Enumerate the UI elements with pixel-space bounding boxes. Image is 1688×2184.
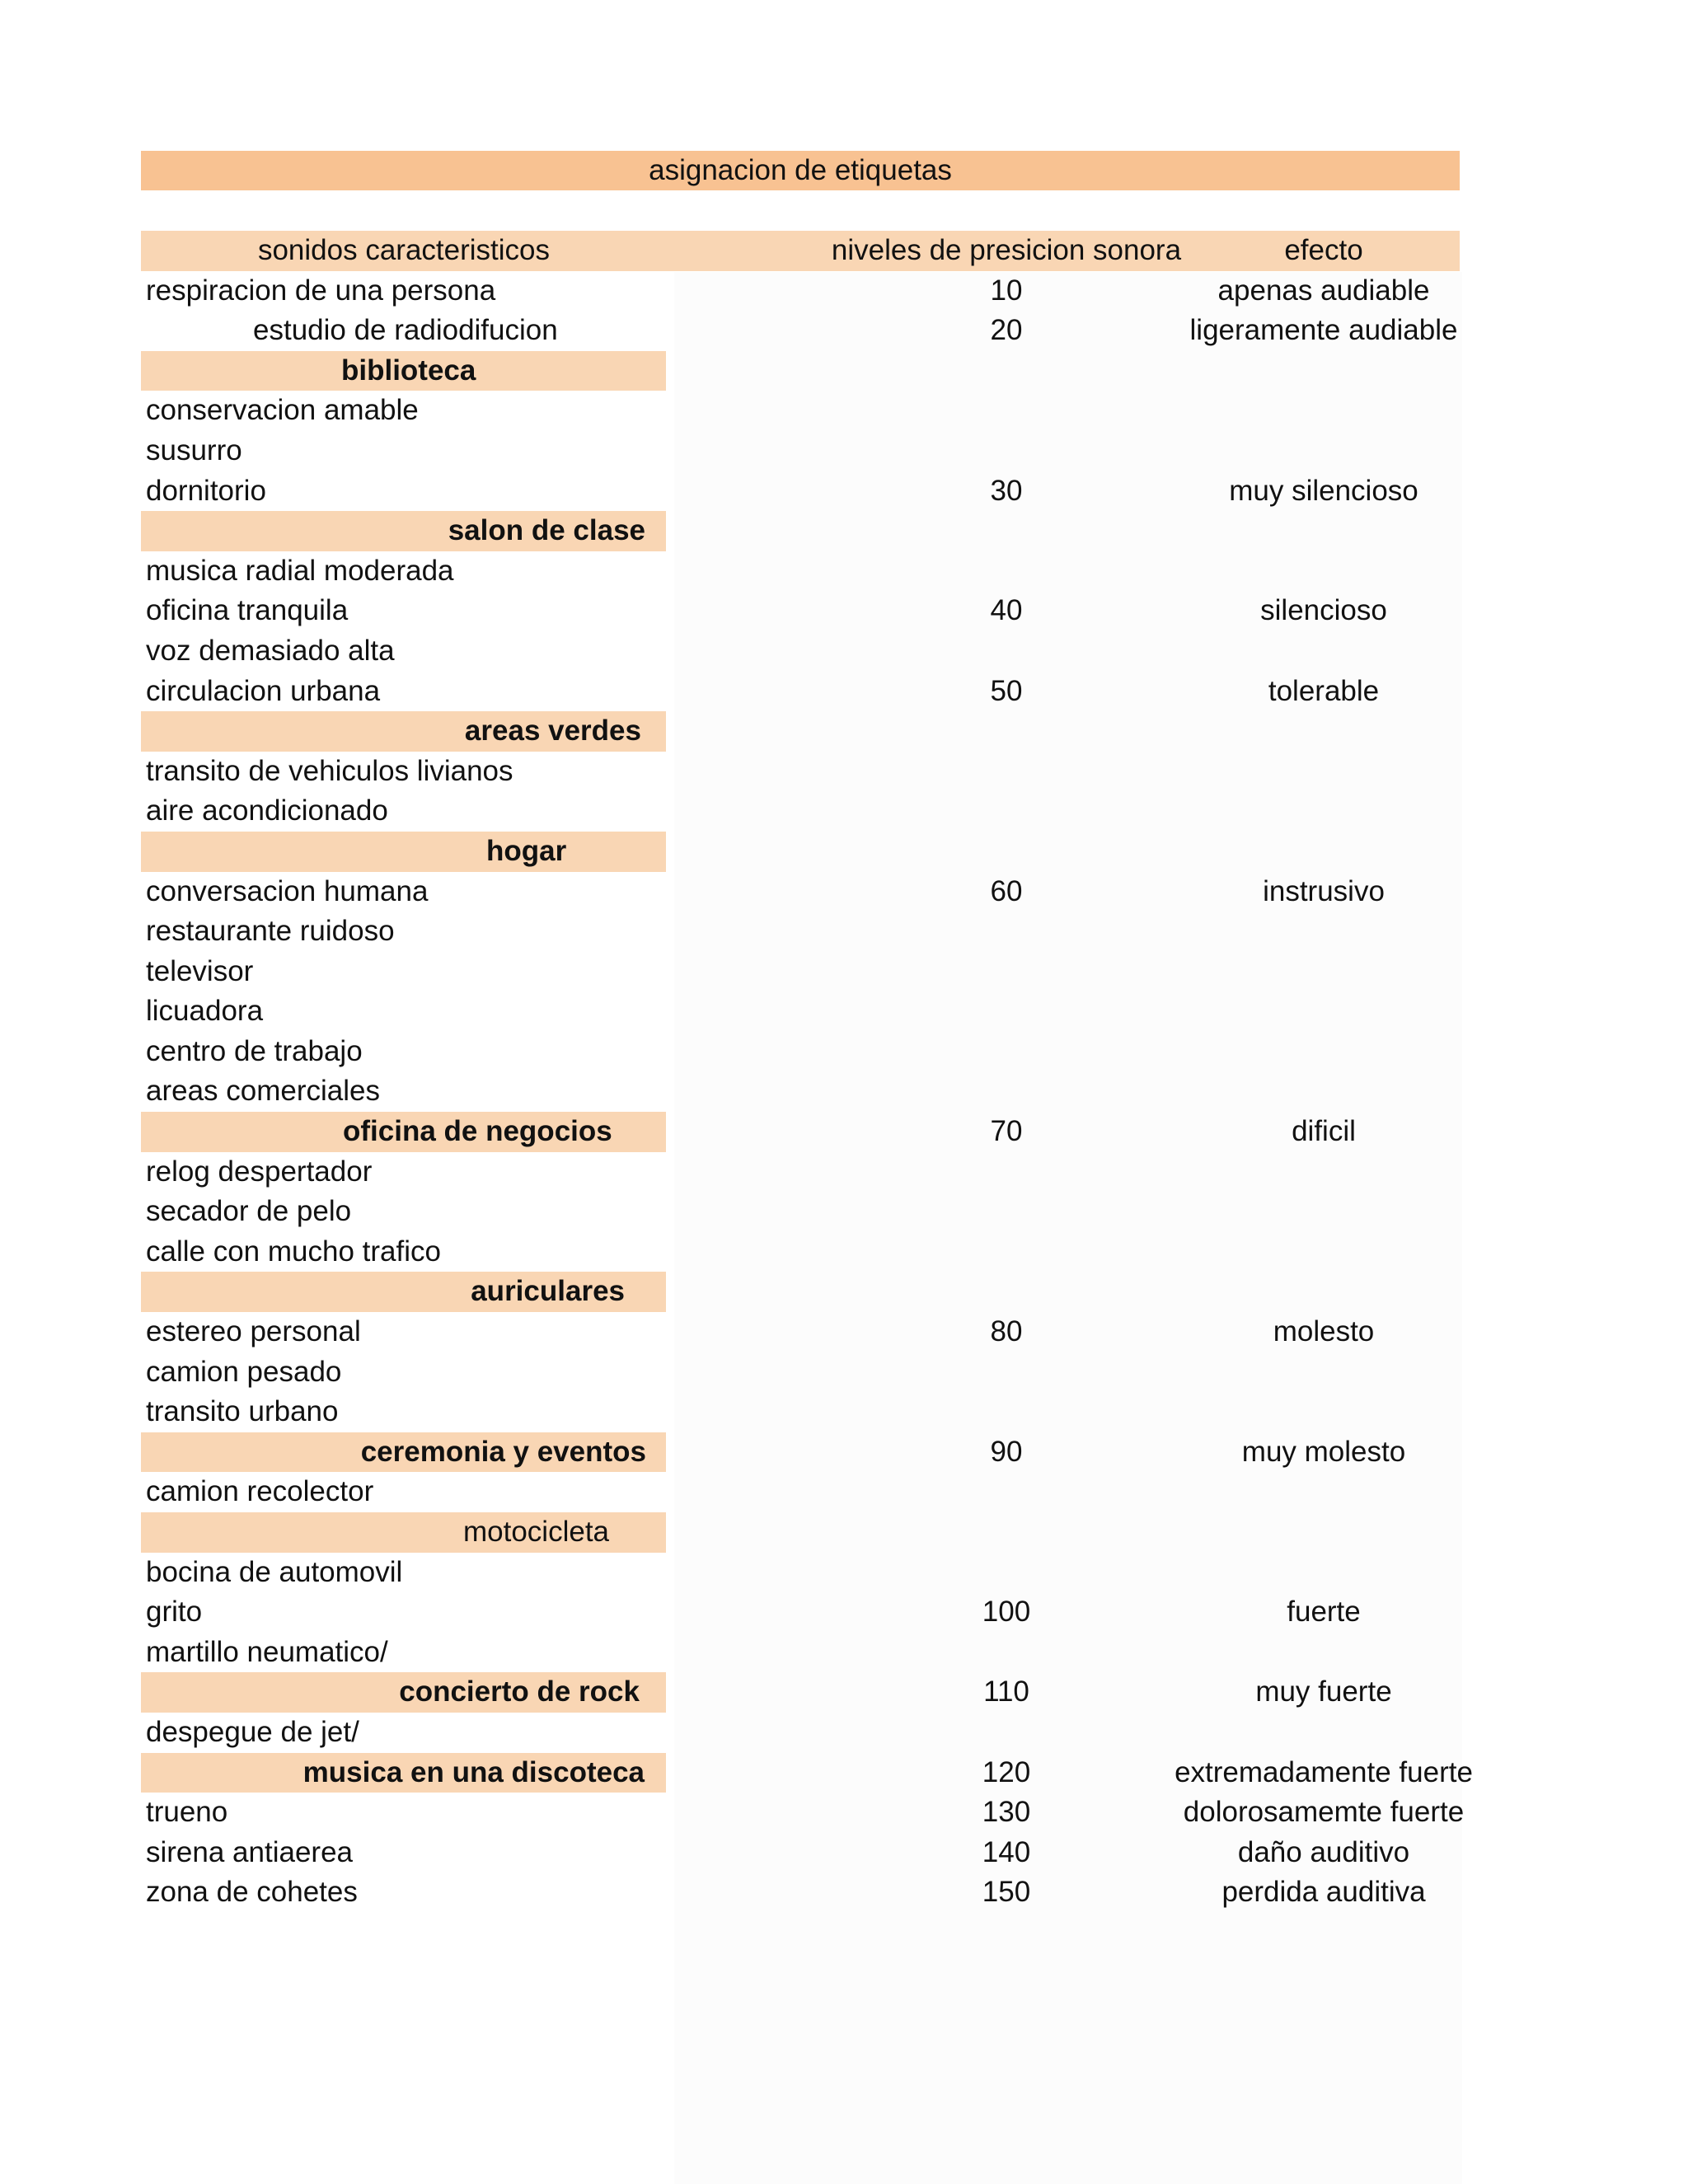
sound-label: camion pesado	[146, 1355, 342, 1388]
header-levels: niveles de presicion sonora	[831, 234, 1182, 266]
table-row	[141, 1633, 1460, 1673]
sound-label: respiracion de una persona	[146, 274, 496, 307]
effect-value	[1130, 1272, 1517, 1312]
effect-value	[1130, 1553, 1517, 1593]
effect-value	[1130, 391, 1517, 431]
level-value: 120	[982, 1755, 1031, 1788]
effect-value	[1130, 1071, 1517, 1112]
table-row	[141, 1392, 1460, 1432]
effect-value	[1130, 511, 1517, 551]
effect-value	[1130, 1032, 1517, 1072]
category-label: salon de clase	[448, 514, 645, 547]
table-row	[141, 1312, 1460, 1352]
category-cell	[141, 351, 666, 391]
category-cell	[141, 1753, 666, 1793]
effect-value	[1130, 631, 1517, 672]
level-value: 80	[990, 1315, 1023, 1348]
table-row	[141, 311, 1460, 351]
table-row	[141, 471, 1460, 512]
table-row	[141, 631, 1460, 672]
level-value: 10	[990, 274, 1023, 307]
sound-label: estudio de radiodifucion	[253, 314, 558, 347]
table-row	[141, 351, 1460, 391]
table-row	[141, 832, 1460, 872]
level-value: 100	[982, 1596, 1031, 1629]
effect-value	[1130, 1352, 1517, 1393]
sound-label: bocina de automovil	[146, 1555, 403, 1588]
effect-value	[1130, 1633, 1517, 1673]
level-value: 40	[990, 594, 1023, 627]
effect-value	[1130, 1192, 1517, 1232]
effect-value: perdida auditiva	[1221, 1876, 1426, 1909]
effect-value	[1130, 1232, 1517, 1272]
table-title: asignacion de etiquetas	[141, 151, 1460, 190]
table-row	[141, 1793, 1465, 1833]
table-row	[141, 1833, 1460, 1873]
category-cell	[141, 1432, 666, 1473]
category-label: musica en una discoteca	[302, 1755, 645, 1788]
category-cell	[141, 1512, 666, 1553]
category-cell	[141, 1272, 666, 1312]
table-row	[141, 1152, 1460, 1193]
level-value: 130	[982, 1796, 1031, 1829]
table-row	[141, 711, 1460, 752]
category-cell	[141, 711, 666, 752]
table-row	[141, 591, 1460, 631]
sound-label: licuadora	[146, 995, 264, 1028]
sound-label: restaurante ruidoso	[146, 915, 395, 948]
effect-value: fuerte	[1287, 1596, 1361, 1629]
table-row	[141, 1553, 1460, 1593]
sound-label: calle con mucho trafico	[146, 1235, 441, 1268]
table-row	[141, 391, 1460, 431]
sound-label: camion recolector	[146, 1475, 374, 1508]
category-label: biblioteca	[341, 354, 476, 387]
sound-label: trueno	[146, 1796, 228, 1829]
table-row	[141, 791, 1460, 832]
table-header-row	[141, 231, 1460, 271]
effect-value: daño auditivo	[1237, 1835, 1410, 1868]
table-row	[141, 1432, 1460, 1473]
sound-label: televisor	[146, 954, 254, 987]
header-effect: efecto	[1284, 234, 1363, 266]
table-row	[141, 952, 1460, 992]
table-row	[141, 551, 1460, 592]
effect-value: muy silencioso	[1229, 474, 1418, 507]
sound-label: grito	[146, 1596, 203, 1629]
effect-value	[1130, 832, 1517, 872]
sound-label: conservacion amable	[146, 394, 419, 427]
category-label: areas verdes	[464, 715, 641, 748]
effect-value	[1130, 551, 1517, 592]
effect-value: dolorosamemte fuerte	[1183, 1796, 1465, 1829]
effect-value: tolerable	[1268, 674, 1380, 707]
sound-label: musica radial moderada	[146, 554, 454, 587]
table-row	[141, 1713, 1460, 1753]
table-row	[141, 1352, 1460, 1393]
sound-label: voz demasiado alta	[146, 634, 395, 667]
sound-label: oficina tranquila	[146, 594, 349, 627]
sound-label: estereo personal	[146, 1315, 361, 1348]
level-value: 70	[990, 1115, 1023, 1148]
sound-label: secador de pelo	[146, 1195, 352, 1228]
sound-label: sirena antiaerea	[146, 1835, 353, 1868]
effect-value: muy molesto	[1241, 1435, 1406, 1468]
effect-value: silencioso	[1260, 594, 1387, 627]
table-row	[141, 511, 1460, 551]
sound-label: despegue de jet/	[146, 1715, 359, 1748]
level-value: 90	[990, 1435, 1023, 1468]
sound-label: circulacion urbana	[146, 674, 381, 707]
table-row	[141, 1272, 1460, 1312]
effect-value	[1130, 1512, 1517, 1553]
table-row	[141, 672, 1460, 712]
sound-label: transito de vehiculos livianos	[146, 754, 513, 787]
table-row	[141, 1071, 1460, 1112]
sound-label: dornitorio	[146, 474, 266, 507]
sound-label: martillo neumatico/	[146, 1635, 388, 1668]
table-row	[141, 991, 1460, 1032]
effect-value	[1130, 912, 1517, 952]
effect-value: ligeramente audiable	[1189, 314, 1458, 347]
effect-value	[1130, 991, 1517, 1032]
effect-value	[1130, 752, 1517, 792]
effect-value	[1130, 791, 1517, 832]
sound-label: centro de trabajo	[146, 1034, 363, 1067]
header-sounds: sonidos caracteristicos	[257, 234, 551, 266]
effect-value	[1130, 1713, 1517, 1753]
effect-value	[1130, 1152, 1517, 1193]
table-row	[141, 872, 1460, 912]
effect-value	[1130, 351, 1517, 391]
category-cell	[141, 511, 666, 551]
effect-value	[1130, 1392, 1517, 1432]
category-label: ceremonia y eventos	[360, 1435, 646, 1468]
category-label: oficina de negocios	[343, 1115, 612, 1148]
effect-value: apenas audiable	[1217, 274, 1430, 307]
effect-value: dificil	[1292, 1115, 1356, 1148]
level-value: 150	[982, 1876, 1031, 1909]
sound-label: relog despertador	[146, 1155, 373, 1188]
table-row	[141, 431, 1460, 471]
level-value: 60	[990, 874, 1023, 907]
sound-label: aire acondicionado	[146, 794, 388, 827]
table-row	[141, 912, 1460, 952]
effect-value	[1130, 952, 1517, 992]
category-label: auriculares	[471, 1275, 625, 1308]
table-row	[141, 1232, 1460, 1272]
sound-label: zona de cohetes	[146, 1876, 358, 1909]
table-row	[141, 1672, 1460, 1713]
table-row	[141, 1112, 1460, 1152]
table-row	[141, 1192, 1460, 1232]
effect-value	[1130, 1472, 1517, 1512]
sound-label: transito urbano	[146, 1395, 339, 1428]
level-value: 140	[982, 1835, 1031, 1868]
table-row	[141, 1872, 1460, 1913]
table-row	[141, 1592, 1460, 1633]
level-value: 30	[990, 474, 1023, 507]
sound-label: areas comerciales	[146, 1075, 380, 1108]
category-label: hogar	[486, 834, 567, 867]
table-row	[141, 752, 1460, 792]
table-row	[141, 1472, 1460, 1512]
table-body	[141, 271, 1473, 1913]
category-cell	[141, 1112, 666, 1152]
effect-value	[1130, 711, 1517, 752]
category-label: motocicleta	[463, 1516, 610, 1548]
category-label: concierto de rock	[399, 1675, 640, 1708]
sound-label: conversacion humana	[146, 874, 429, 907]
sound-label: susurro	[146, 434, 242, 466]
table-row	[141, 1512, 1460, 1553]
sound-levels-table	[141, 231, 1473, 1913]
level-value: 110	[983, 1675, 1029, 1708]
effect-value: instrusivo	[1263, 874, 1385, 907]
effect-value: muy fuerte	[1255, 1675, 1392, 1708]
category-cell	[141, 832, 666, 872]
level-value: 50	[990, 674, 1023, 707]
effect-value: molesto	[1273, 1315, 1375, 1348]
category-cell	[141, 1672, 666, 1713]
effect-value	[1130, 431, 1517, 471]
effect-value: extremadamente fuerte	[1175, 1755, 1473, 1788]
table-row	[141, 271, 1460, 312]
table-row	[141, 1753, 1473, 1793]
table-row	[141, 1032, 1460, 1072]
level-value: 20	[990, 314, 1023, 347]
